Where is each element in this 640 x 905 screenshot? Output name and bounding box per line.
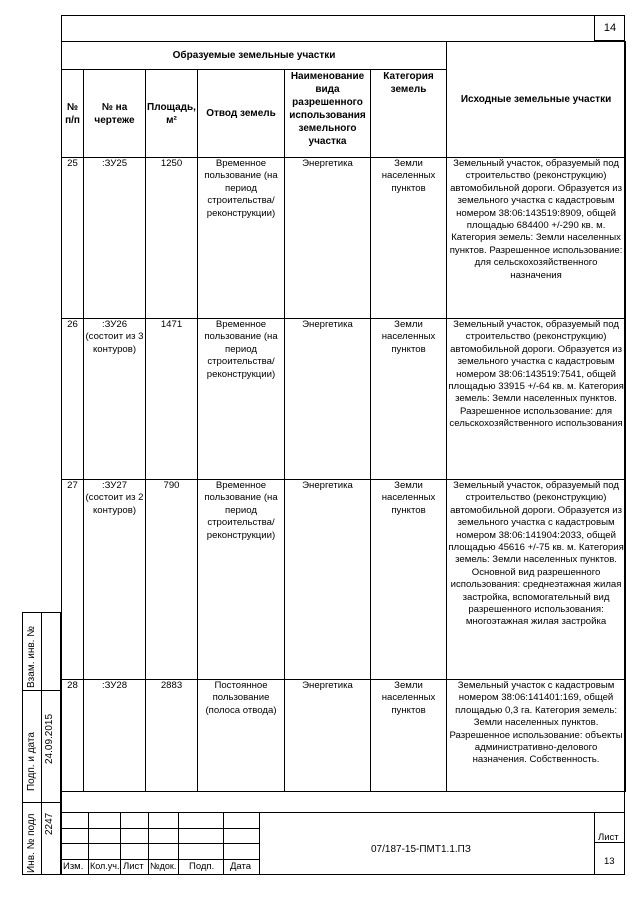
- cell-drawing-num: :ЗУ25: [84, 158, 146, 319]
- side-inv-podl: Инв. № подл 2247: [22, 802, 61, 875]
- cell-area: 1471: [146, 319, 198, 480]
- cell-category: Земли населенных пунктов: [371, 480, 447, 680]
- side-date-value: 24.09.2015: [44, 713, 55, 764]
- group-header: Образуемые земельные участки: [62, 42, 447, 70]
- sheet-label: Лист: [598, 832, 619, 843]
- cell-drawing-num: :ЗУ26 (состоит из 3 контуров): [84, 319, 146, 480]
- cell-num: 27: [62, 480, 84, 680]
- cell-num: 26: [62, 319, 84, 480]
- doc-code: 07/187-15-ПМТ1.1.ПЗ: [371, 844, 471, 855]
- header-drawing-num: № на чертеже: [84, 70, 146, 158]
- cell-category: Земли населенных пунктов: [371, 158, 447, 319]
- cell-allotment: Постоянное пользование (полоса отвода): [198, 680, 285, 792]
- cell-num: 25: [62, 158, 84, 319]
- table-row: [62, 680, 626, 792]
- cell-category: Земли населенных пунктов: [371, 319, 447, 480]
- side-podp-data: Подп. и дата 24.09.2015: [22, 690, 61, 803]
- cell-area: 1250: [146, 158, 198, 319]
- stamp-col-podp: Подп.: [189, 861, 215, 872]
- header-allotment: Отвод земель: [198, 70, 285, 158]
- cell-allotment: Временное пользование (на период строительства/реконструкции): [198, 319, 285, 480]
- cell-source: Земельный участок, образуемый под строительство (реконструкцию) автомобильной дороги. Образуется из земельного участка с кадастровым номером 38:06:141904:2033, общей площадью 45616 +/-75 кв. м. Категория земель: Земли населенных пунктов. Основной вид разрешенного использования: среднеэтажная жилая застройка, вспомогательный вид разрешенного использования: многоэтажная жилая застройка: [447, 480, 626, 680]
- sheet-number: 13: [604, 856, 615, 867]
- cell-allotment: Временное пользование (на период строительства/реконструкции): [198, 480, 285, 680]
- header-category: Категория земель: [371, 70, 447, 158]
- title-block: [61, 812, 625, 875]
- side-inv-value: 2247: [44, 812, 55, 835]
- cell-area: 2883: [146, 680, 198, 792]
- stamp-col-data: Дата: [230, 861, 252, 872]
- table-row: [62, 158, 626, 319]
- cell-use-type: Энергетика: [285, 480, 371, 680]
- cell-source: Земельный участок, образуемый под строительство (реконструкцию) автомобильной дороги. Образуется из земельного участка с кадастровым номером 38:06:143519:8909, общей площадью 684400 +/-290 кв. м. Категория земель: Земли населенных пунктов. Разрешенное использование: для сельскохозяйственного назначения: [447, 158, 626, 319]
- cell-source: Земельный участок, образуемый под строительство (реконструкцию) автомобильной дороги. Образуется из земельного участка с кадастровым номером 38:06:143519:7541, общей площадью 33915 +/-64 кв. м. Категория земель: Земли населенных пунктов. Разрешенное использование: для сельскохозяйственного использования: [447, 319, 626, 480]
- cell-use-type: Энергетика: [285, 158, 371, 319]
- land-plots-table: [61, 41, 626, 792]
- stamp-col-list: Лист: [123, 861, 144, 872]
- header-source: Исходные земельные участки: [447, 42, 626, 158]
- page-number: 14: [594, 15, 625, 41]
- cell-category: Земли населенных пунктов: [371, 680, 447, 792]
- cell-source: Земельный участок с кадастровым номером 38:06:141401:169, общей площадью 0,3 га. Категория земель: Земли населенных пунктов. Разрешенное использование: объекты административно-делового назначения. Собственность.: [447, 680, 626, 792]
- stamp-col-ndok: №док.: [150, 861, 177, 871]
- cell-drawing-num: :ЗУ27 (состоит из 2 контуров): [84, 480, 146, 680]
- cell-area: 790: [146, 480, 198, 680]
- cell-drawing-num: :ЗУ28: [84, 680, 146, 792]
- cell-num: 28: [62, 680, 84, 792]
- side-zam-inv: Взам. инв. №: [22, 612, 61, 691]
- header-area: Площадь, м²: [146, 70, 198, 158]
- table-row: [62, 319, 626, 480]
- table-row: [62, 480, 626, 680]
- header-num: № п/п: [62, 70, 84, 158]
- cell-use-type: Энергетика: [285, 680, 371, 792]
- stamp-col-izm: Изм.: [63, 861, 84, 872]
- header-use-type: Наименование вида разрешенного использования земельного участка: [285, 70, 371, 158]
- stamp-col-koluch: Кол.уч.: [90, 861, 120, 871]
- cell-use-type: Энергетика: [285, 319, 371, 480]
- cell-allotment: Временное пользование (на период строительства/реконструкции): [198, 158, 285, 319]
